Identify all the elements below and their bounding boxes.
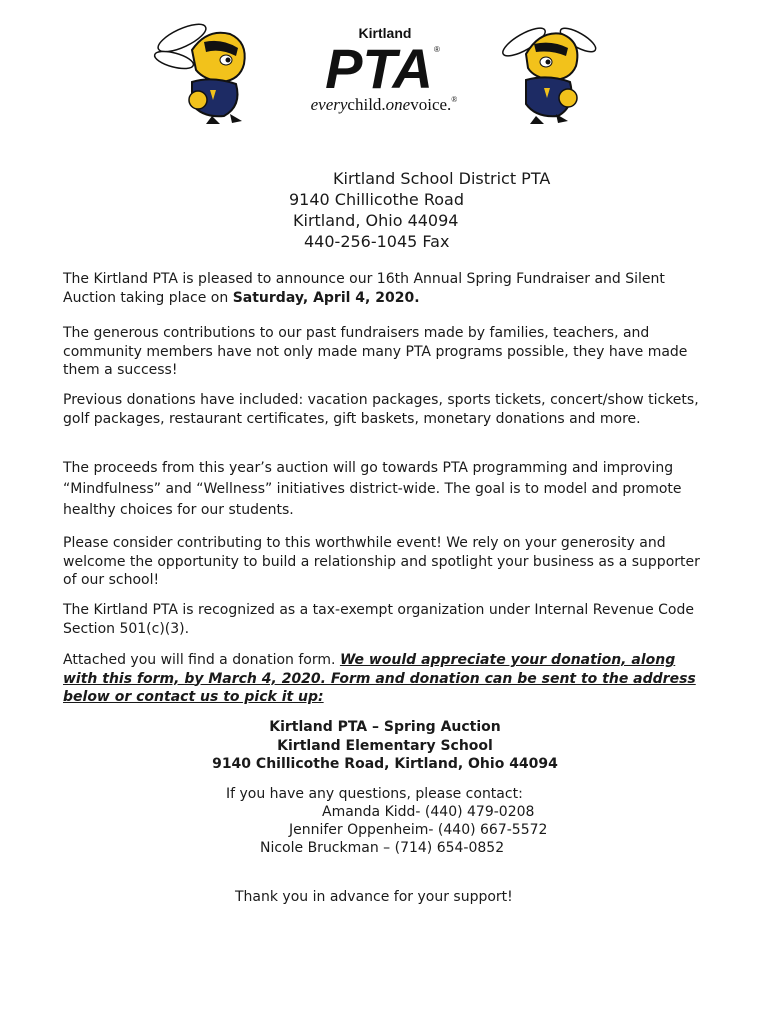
paragraph-proceeds: The proceeds from this year’s auction will go towards PTA programming and improving “Mindfulness” and “Wellness” initiatives district-wide. The goal is to model and promote healthy choices for our students. bbox=[63, 460, 682, 518]
paragraph-contributions: The generous contributions to our past fundraisers made by families, teachers, and community members have not only made many PTA programs possible, they have made them a success! bbox=[63, 325, 688, 378]
hornet-mascot-left-icon bbox=[152, 20, 252, 124]
address-line-1: Kirtland School District PTA bbox=[333, 169, 551, 188]
paragraph-donation-form: Attached you will find a donation form. We would appreciate your donation, along with this form, by March 4, 2020. Form and donation can be sent to the address below or contact us to pick it up: bbox=[63, 652, 696, 705]
contact-intro: If you have any questions, please contact: bbox=[226, 786, 523, 802]
contact-amanda-kidd: Amanda Kidd- (440) 479-0208 bbox=[322, 804, 535, 820]
paragraph-announcement: The Kirtland PTA is pleased to announce our 16th Annual Spring Fundraiser and Silent Auction taking place on Saturday, April 4, 2020. bbox=[63, 271, 665, 306]
contact-nicole-bruckman: Nicole Bruckman – (714) 654-0852 bbox=[260, 840, 505, 856]
donation-request-emphasis: We would appreciate your donation, along with this form, by March 4, 2020. Form and donation can be sent to the address below or contact us to pick it up: bbox=[63, 652, 696, 705]
paragraph-previous-donations: Previous donations have included: vacation packages, sports tickets, concert/show tickets, golf packages, restaurant certificates, gift baskets, monetary donations and more. bbox=[63, 392, 699, 427]
address-line-4: 440-256-1045 Fax bbox=[304, 232, 450, 251]
svg-text:®: ® bbox=[434, 45, 440, 54]
mailing-line-3: 9140 Chillicothe Road, Kirtland, Ohio 44094 bbox=[212, 756, 558, 772]
pta-logo bbox=[319, 37, 440, 100]
hornet-mascot-right-icon bbox=[496, 20, 596, 124]
pta-tagline: everychild.onevoice.® bbox=[310, 95, 458, 114]
event-date: Saturday, April 4, 2020. bbox=[232, 289, 420, 306]
logo-kirtland-text: Kirtland bbox=[358, 25, 412, 41]
address-line-3: Kirtland, Ohio 44094 bbox=[293, 211, 459, 230]
paragraph-consider: Please consider contributing to this worthwhile event! We rely on your generosity and welcome the opportunity to build a relationship and spotlight your business as a supporter of our school! bbox=[63, 535, 700, 588]
contact-jennifer-oppenheim: Jennifer Oppenheim- (440) 667-5572 bbox=[289, 822, 548, 838]
pta-logo-text: PTA bbox=[325, 37, 433, 100]
address-line-2: 9140 Chillicothe Road bbox=[289, 190, 464, 209]
mailing-line-2: Kirtland Elementary School bbox=[277, 738, 493, 754]
closing-thanks: Thank you in advance for your support! bbox=[235, 889, 513, 905]
mailing-line-1: Kirtland PTA – Spring Auction bbox=[269, 719, 501, 735]
paragraph-tax-exempt: The Kirtland PTA is recognized as a tax-exempt organization under Internal Revenue Code Section 501(c)(3). bbox=[63, 602, 694, 637]
